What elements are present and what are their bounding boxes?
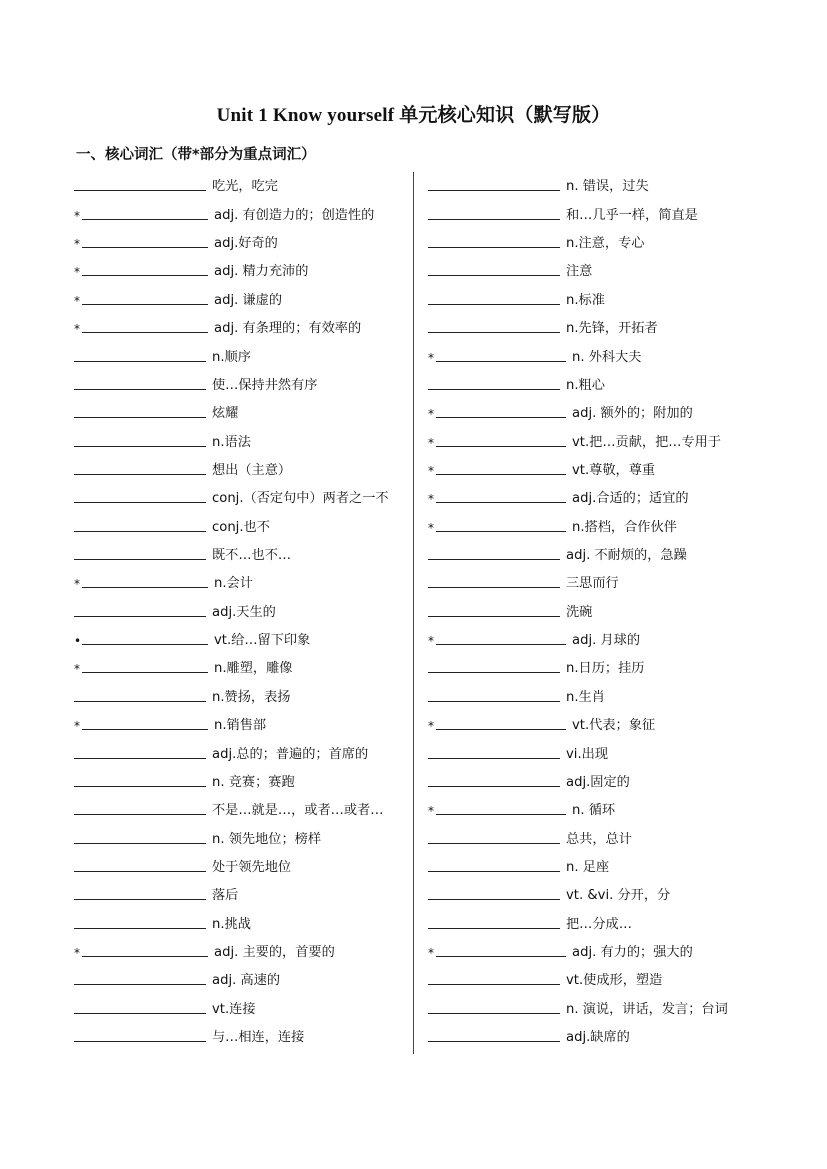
word-meaning: n. 外科大夫 [572,349,642,365]
word-meaning: vt.给…留下印象 [214,633,311,649]
word-meaning: 注意 [566,264,593,280]
vocab-item [428,992,768,1020]
vocab-item [74,766,409,794]
word-meaning: n.语法 [212,434,251,450]
vocab-item [428,737,768,765]
answer-blank[interactable] [436,501,566,503]
vocab-item [74,680,409,708]
answer-blank[interactable] [428,388,560,390]
word-meaning: adj.固定的 [566,774,630,790]
key-word-marker: * [428,804,434,819]
vocab-item [74,907,409,935]
section-heading: 一、核心词汇（带*部分为重点词汇） [76,147,316,163]
answer-blank[interactable] [428,671,560,673]
answer-blank[interactable] [436,955,566,957]
answer-blank[interactable] [74,530,206,532]
answer-blank[interactable] [74,558,206,560]
word-meaning: n.日历；挂历 [566,661,645,677]
answer-blank[interactable] [74,615,206,617]
word-meaning: adj.好奇的 [214,236,278,252]
answer-blank[interactable] [74,416,206,418]
vocab-item [428,652,768,680]
vocab-item [74,1021,409,1049]
answer-blank[interactable] [436,728,566,730]
word-meaning: 洗碗 [566,604,593,620]
answer-blank[interactable] [74,473,206,475]
answer-blank[interactable] [428,218,560,220]
answer-blank[interactable] [428,1012,560,1014]
key-word-marker: * [428,520,434,535]
word-meaning: n.会计 [214,576,253,592]
answer-blank[interactable] [74,445,206,447]
word-meaning: adj.合适的；适宜的 [572,491,689,507]
word-meaning: vt.连接 [212,1001,256,1017]
key-word-marker: * [74,719,80,734]
vocab-item [428,822,768,850]
answer-blank[interactable] [436,643,566,645]
vocab-item [74,595,409,623]
answer-blank[interactable] [82,246,208,248]
answer-blank[interactable] [436,530,566,532]
word-meaning: n.标准 [566,292,605,308]
vocab-item [74,198,409,226]
word-meaning: n.先锋，开拓者 [566,321,658,337]
word-meaning: n.搭档，合作伙伴 [572,519,677,535]
answer-blank[interactable] [436,473,566,475]
word-meaning: n.挑战 [212,916,251,932]
answer-blank[interactable] [74,1040,206,1042]
answer-blank[interactable] [82,643,208,645]
word-meaning: 把…分成… [566,916,632,932]
word-meaning: adj. 不耐烦的，急躁 [566,548,687,564]
vocab-item [428,964,768,992]
word-meaning: n.注意，专心 [566,236,645,252]
answer-blank[interactable] [428,870,560,872]
vocab-item [428,369,768,397]
key-word-marker: * [428,719,434,734]
word-meaning: 总共，总计 [566,831,632,847]
word-meaning: conj.（否定句中）两者之一不 [212,491,389,507]
answer-blank[interactable] [436,416,566,418]
vocab-item [74,312,409,340]
word-meaning: 使…保持井然有序 [212,377,318,393]
word-meaning: adj. 有创造力的；创造性的 [214,207,375,223]
word-meaning: n. 循环 [572,803,616,819]
vocab-item [74,170,409,198]
word-meaning: 吃光，吃完 [212,179,278,195]
word-meaning: n.顺序 [212,349,251,365]
word-meaning: vt.把…贡献，把…专用于 [572,434,722,450]
answer-blank[interactable] [82,331,208,333]
answer-blank[interactable] [74,1012,206,1014]
word-meaning: vt. &vi. 分开，分 [566,888,671,904]
word-meaning: adj.总的；普遍的；首席的 [212,746,369,762]
answer-blank[interactable] [428,983,560,985]
word-meaning: vi.出现 [566,746,609,762]
word-meaning: 与…相连，连接 [212,1030,305,1046]
word-meaning: adj. 高速的 [212,973,281,989]
vocab-item [74,822,409,850]
vocab-item [74,283,409,311]
word-meaning: n. 演说，讲话，发言；台词 [566,1001,728,1017]
vocab-item [74,936,409,964]
answer-blank[interactable] [428,898,560,900]
key-word-marker: * [428,350,434,365]
answer-blank[interactable] [82,728,208,730]
left-column [74,170,409,1049]
vocab-item [74,539,409,567]
answer-blank[interactable] [82,303,208,305]
vocab-item [74,879,409,907]
vocab-item [74,992,409,1020]
word-meaning: adj. 月球的 [572,633,641,649]
vocab-item [428,907,768,935]
word-meaning: adj. 精力充沛的 [214,264,309,280]
vocab-item [428,567,768,595]
answer-blank[interactable] [428,189,560,191]
answer-blank[interactable] [428,785,560,787]
vocab-item [428,227,768,255]
word-meaning: vt.尊敬，尊重 [572,462,656,478]
vocab-item [74,454,409,482]
word-meaning: 和…几乎一样，简直是 [566,207,698,223]
vocab-item [74,227,409,255]
vocab-item [428,1021,768,1049]
key-word-marker: * [74,208,80,223]
word-meaning: adj.天生的 [212,604,276,620]
answer-blank[interactable] [428,558,560,560]
word-meaning: n.粗心 [566,377,605,393]
vocab-item [74,737,409,765]
answer-blank[interactable] [428,927,560,929]
answer-blank[interactable] [436,445,566,447]
answer-blank[interactable] [428,246,560,248]
word-meaning: 既不…也不… [212,548,292,564]
vocab-item [74,397,409,425]
answer-blank[interactable] [436,360,566,362]
key-word-marker: * [428,407,434,422]
word-meaning: 处于领先地位 [212,859,292,875]
answer-blank[interactable] [74,983,206,985]
word-meaning: adj. 有力的；强大的 [572,945,693,961]
key-word-marker: • [74,634,82,649]
answer-blank[interactable] [74,700,206,702]
vocab-item [428,766,768,794]
answer-blank[interactable] [74,927,206,929]
word-meaning: n.销售部 [214,718,267,734]
answer-blank[interactable] [74,842,206,844]
key-word-marker: * [74,577,80,592]
answer-blank[interactable] [82,586,208,588]
vocab-item [428,454,768,482]
key-word-marker: * [428,634,434,649]
vocab-item [428,510,768,538]
key-word-marker: * [74,265,80,280]
answer-blank[interactable] [74,870,206,872]
answer-blank[interactable] [428,615,560,617]
word-meaning: adj.缺席的 [566,1030,630,1046]
word-meaning: 落后 [212,888,239,904]
word-meaning: 不是…就是…，或者…或者… [212,803,384,819]
vocab-item [74,624,409,652]
key-word-marker: * [428,435,434,450]
key-word-marker: * [74,322,80,337]
vocab-item [428,624,768,652]
vocab-item [428,482,768,510]
vocab-item [74,567,409,595]
vocab-item [74,794,409,822]
word-meaning: vt.使成形，塑造 [566,973,663,989]
key-word-marker: * [428,463,434,478]
vocab-item [74,482,409,510]
column-divider [413,172,414,1054]
vocab-item [428,283,768,311]
word-meaning: n. 错误，过失 [566,179,649,195]
vocab-item [74,369,409,397]
word-meaning: vt.代表；象征 [572,718,656,734]
answer-blank[interactable] [74,501,206,503]
vocab-item [428,255,768,283]
answer-blank[interactable] [74,757,206,759]
word-meaning: n.生肖 [566,689,605,705]
word-meaning: n. 领先地位；榜样 [212,831,322,847]
vocab-item [428,170,768,198]
vocab-item [74,510,409,538]
word-meaning: 想出（主意） [212,462,292,478]
vocab-item [428,340,768,368]
key-word-marker: * [74,293,80,308]
vocab-item [74,709,409,737]
vocab-item [428,198,768,226]
key-word-marker: * [428,946,434,961]
vocab-item [428,709,768,737]
key-word-marker: * [428,492,434,507]
word-meaning: conj.也不 [212,519,270,535]
answer-blank[interactable] [74,898,206,900]
word-meaning: adj. 额外的；附加的 [572,406,693,422]
answer-blank[interactable] [74,388,206,390]
vocab-item [74,425,409,453]
vocab-item [428,851,768,879]
answer-blank[interactable] [428,757,560,759]
answer-blank[interactable] [428,700,560,702]
vocab-item [74,851,409,879]
vocab-item [428,879,768,907]
vocab-item [428,539,768,567]
vocab-item [74,652,409,680]
vocab-item [428,397,768,425]
word-meaning: n. 足座 [566,859,610,875]
answer-blank[interactable] [428,331,560,333]
word-meaning: adj. 谦虚的 [214,292,283,308]
answer-blank[interactable] [74,189,206,191]
word-meaning: adj. 主要的，首要的 [214,945,335,961]
answer-blank[interactable] [82,218,208,220]
right-column [428,170,768,1049]
vocab-item [428,595,768,623]
word-meaning: n. 竞赛；赛跑 [212,774,295,790]
answer-blank[interactable] [74,813,206,815]
answer-blank[interactable] [428,274,560,276]
word-meaning: 炫耀 [212,406,239,422]
vocab-item [428,425,768,453]
word-meaning: n.赞扬，表扬 [212,689,291,705]
word-meaning: adj. 有条理的；有效率的 [214,321,362,337]
vocab-item [428,680,768,708]
key-word-marker: * [74,946,80,961]
answer-blank[interactable] [428,586,560,588]
answer-blank[interactable] [428,1040,560,1042]
vocab-item [428,794,768,822]
vocab-item [428,936,768,964]
key-word-marker: * [74,662,80,677]
key-word-marker: * [74,237,80,252]
answer-blank[interactable] [82,955,208,957]
vocab-item [74,340,409,368]
vocab-item [428,312,768,340]
vocab-item [74,255,409,283]
answer-blank[interactable] [428,303,560,305]
word-meaning: n.雕塑，雕像 [214,661,293,677]
answer-blank[interactable] [428,842,560,844]
answer-blank[interactable] [436,813,566,815]
answer-blank[interactable] [74,360,206,362]
answer-blank[interactable] [82,671,208,673]
word-meaning: 三思而行 [566,576,619,592]
answer-blank[interactable] [82,274,208,276]
page-title: Unit 1 Know yourself 单元核心知识（默写版） [216,105,611,126]
vocab-item [74,964,409,992]
answer-blank[interactable] [74,785,206,787]
